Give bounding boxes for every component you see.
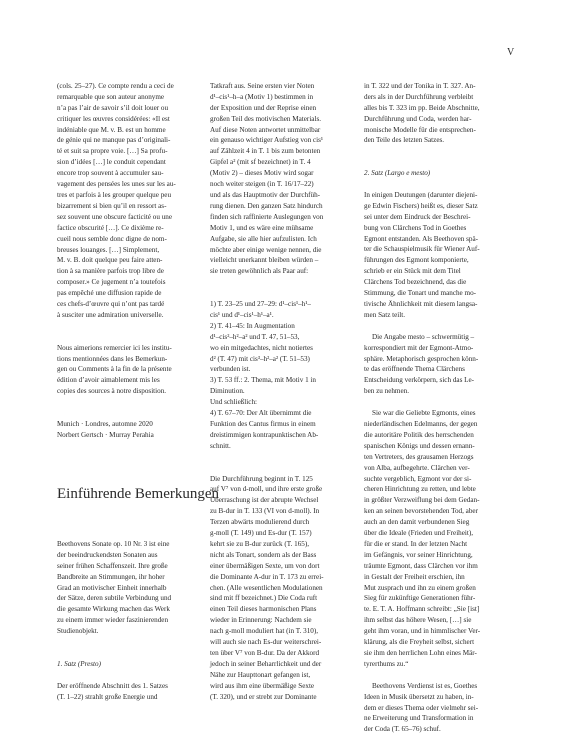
- mesto-paragraph: Die Angabe mesto – schwermütig – korrespondiert mit der Egmont-Atmo- sphäre. Metaphorisch gesprochen könn- te das eröffnende Thema Clärchens Entscheidung verkörpern, sich das Le- ben zu nehmen.: [364, 332, 479, 396]
- acknowledgement-paragraph: Nous aimerions remercier ici les institu- tions mentionnées dans les Bemerkun- gen ou Comments à la fin de la présente édition d’avoir aimablement mis les copies des sources à notre disposition.: [57, 343, 172, 396]
- signature-block: Munich · Londres, automne 2020 Norbert Gertsch · Murray Perahia: [57, 419, 154, 439]
- egmont-paragraph: In einigen Deutungen (darunter diejeni- ge Edwin Fischers) heißt es, dieser Satz sei unter dem Eindruck der Beschrei- bung von Clärchens Tod in Goethes Egmont entstanden. Als Beethoven spä- ter die Schauspielmusik für Wiener Auf- führungen des Egmont komponierte, schrieb er ein Stück mit dem Titel Clärchens Tod bezeichnend, das die Stimmung, die Tonart und manche mo- tivische Ähnlichkeit mit diesem langsa- men Satz teilt.: [364, 190, 480, 319]
- column-left-lower: [57, 528, 187, 713]
- subheading-movement-2: 2. Satz (Largo e mesto): [364, 169, 431, 178]
- coda-paragraph: in T. 322 und der Tonika in T. 327. An- ders als in der Durchführung verbleibt alles bis T. 323 im pp. Beide Abschnitte, Durchführung und Coda, werden har- monische Modelle für die entsprechen- den Teile des letzten Satzes.: [364, 81, 480, 145]
- movement-1-paragraph: Der eröffnende Abschnitt des 1. Satzes (T. 1–22) strahlt große Energie und: [57, 681, 168, 701]
- subheading-movement-1: 1. Satz (Presto): [57, 659, 101, 668]
- development-paragraph: Die Durchführung beginnt in T. 125 auf V⁷ von d-moll, und ihre erste große Überraschung ist der abrupte Wechsel zu B-dur in T. 133 (VI von d-moll). In Terzen abwärts modulierend durch g-moll (T. 149) und Es-dur (T. 157) kehrt sie zu B-dur zurück (T. 165), nicht als Tonart, sondern als der Bass einer übermäßigen Sexte, um von dort die Dominante A-dur in T. 173 zu errei- chen. (Alle wesentlichen Modulationen sind mit ff bezeichnet.) Die Coda ruft einen Teil dieses harmonischen Plans wieder in Erinnerung: Nachdem sie nach g-moll moduliert hat (in T. 310), will auch sie nach Es-dur weiterschrei- ten über V⁷ von B-dur. Da der Akkord jedoch in seiner Beharrlichkeit und der Nähe zur Haupttonart gefangen ist, wird aus ihm eine übermäßige Sexte (T. 320), und er strebt zur Dominante: [210, 474, 324, 701]
- motif-list: 1) T. 23–25 und 27–29: d¹–cis¹–h¹– cis¹ und d¹–cis¹–h¹–a¹. 2) T. 41–45: In Augmentation d¹–cis²–h²–a² und T. 47, 51–53, wo ein mitgedachtes, nicht notiertes d² (T. 47) mit cis³–h²–a² (T. 51–53) verbunden ist. 3) T. 53 ff.: 2. Thema, mit Motiv 1 in Diminution. Und schließlich: 4) T. 67–70: Der Alt übernimmt die Funktion des Cantus firmus in einem dreistimmigen kontrapunktischen Ab- schnitt.: [210, 300, 319, 450]
- intro-paragraph: Beethovens Sonate op. 10 Nr. 3 ist eine der beeindruckendsten Sonaten aus seiner frühen Schaffenszeit. Ihre große Bandbreite an Stimmungen, ihr hoher Grad an motivischer Einheit innerhalb der Sätze, deren subtile Verbindung und die gesamte Wirkung machen das Werk zu einem immer wieder faszinierenden Studienobjekt.: [57, 539, 172, 636]
- page-number: V: [507, 47, 515, 58]
- column-right: [364, 70, 502, 746]
- column-left: [57, 70, 187, 463]
- section-heading: Einführende Bemerkungen: [57, 486, 220, 502]
- claerchen-paragraph: Sie war die Geliebte Egmonts, eines niederländischen Edelmanns, der gegen die autoritäre Politik des herrschenden spanischen Königs und dessen ernann- ten Vertreters, des grausamen Herzogs von Alba, aufbegehrte. Clärchen ver- suchte vergeblich, Egmont vor der si- cheren Hinrichtung zu retten, und lebte in größter Verzweiflung bei dem Gedan- ken an seinen bevorstehenden Tod, aber auch an den damit verbundenen Sieg über die Ideale (Frieden und Freiheit), für die er stand. In der letzten Nacht im Gefängnis, vor seiner Hinrichtung, träumte Egmont, dass Clärchen vor ihm in Gestalt der Freiheit erschien, ihn Mut zusprach und ihn zu einem großen Sieg für zukünftige Generationen führ- te. E. T. A. Hoffmann schreibt: „Sie [ist] ihm selbst das höhere Wesen, […] sie geht ihm voran, und in himmlischer Ver- klärung, als die Freyheit selbst, sichert sie ihm den herrlichen Lohn eines Mär- tyrerthums zu.“: [364, 409, 481, 668]
- conclusion-paragraph: Beethovens Verdienst ist es, Goethes Ideen in Musik übersetzt zu haben, in- dem er dieses Thema oder vielmehr sei- ne Erweiterung und Transformation in der Coda (T. 65–76) schuf.: [364, 681, 479, 734]
- column-middle: [210, 70, 345, 724]
- motif-paragraph: Tatkraft aus. Seine ersten vier Noten d¹–cis¹–h–a (Motiv 1) bestimmen in der Exposition und der Reprise einen großen Teil des motivischen Materials. Auf diese Noten antwortet unmittelbar ein genauso wichtiger Aufstieg von cis¹ auf Zählzeit 4 in T. 1 bis zum betonten Gipfel a² (mit sf bezeichnet) in T. 4 (Motiv 2) – dieses Motiv wird sogar noch weiter steigen (in T. 16/17–22) und als das Hauptmotiv der Durchfüh- rung dienen. Den ganzen Satz hindurch finden sich raffinierte Auslegungen von Motiv 1, und es wäre eine mühsame Aufgabe, sie alle hier aufzulisten. Ich möchte aber einige wenige nennen, die vielleicht unerkannt bleiben würden – sie treten gewöhnlich als Paar auf:: [210, 81, 324, 276]
- french-paragraph: (cols. 25–27). Ce compte rendu a ceci de remarquable que son auteur anonyme n’a pas l’air de savoir s’il doit louer ou critiquer les œuvres considérées: «Il est indéniable que M. v. B. est un homme de génie qui ne manque pas d’originali- té et suit sa propre voie. […] Sa profu- sion d’idées […] le conduit cependant encore trop souvent à accumuler sau- vagement des pensées les unes sur les au- tres et parfois à les grouper quelque peu bizarrement si bien qu’il en ressort as- sez souvent une obscure facticité ou une factice obscurité […]. Ce dixième re- cueil nous semble donc digne de nom- breuses louanges. […] Simplement, M. v. B. doit quelque peu faire atten- tion à sa manière parfois trop libre de composer.» Ce jugement n’a toutefois pas empêché une diffusion rapide de ces chefs-d’œuvre qui n’ont pas tardé à susciter une admiration universelle.: [57, 81, 176, 319]
